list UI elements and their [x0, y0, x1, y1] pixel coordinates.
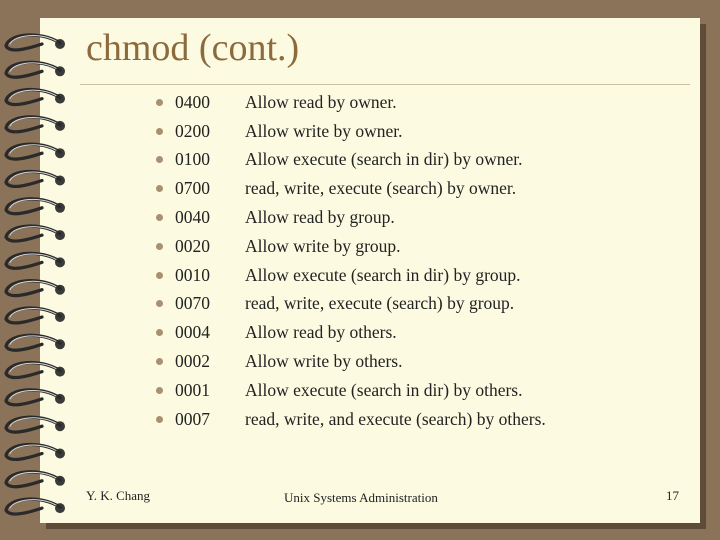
- bullet-icon: [156, 329, 163, 336]
- octal-code: 0007: [175, 408, 210, 429]
- footer-course-title: Unix Systems Administration: [284, 490, 438, 505]
- footer-author: Y. K. Chang: [86, 488, 151, 503]
- octal-code: 0200: [175, 120, 210, 141]
- octal-code: 0001: [175, 379, 210, 400]
- permission-description: Allow execute (search in dir) by group.: [245, 264, 521, 285]
- permission-description: Allow read by others.: [245, 322, 397, 343]
- permission-description: Allow write by group.: [245, 235, 401, 256]
- binding-ring: [6, 281, 65, 296]
- octal-code: 0700: [175, 178, 210, 199]
- permission-description: Allow write by others.: [245, 351, 403, 372]
- bullet-icon: [156, 387, 163, 394]
- list-item: [156, 117, 546, 146]
- binding-ring: [6, 499, 65, 514]
- bullet-icon: [156, 272, 163, 279]
- list-item: [156, 232, 546, 261]
- binding-ring: [6, 90, 65, 105]
- list-item: [156, 347, 546, 376]
- binding-ring: [6, 62, 65, 77]
- page-number: 17: [666, 488, 679, 503]
- permission-description: read, write, and execute (search) by others.: [245, 408, 546, 429]
- bullet-icon: [156, 99, 163, 106]
- title-divider: [80, 84, 690, 85]
- binding-ring: [6, 35, 65, 50]
- bullet-icon: [156, 243, 163, 250]
- bullet-icon: [156, 300, 163, 307]
- binding-ring: [6, 363, 65, 378]
- octal-code: 0020: [175, 235, 210, 256]
- permission-description: Allow execute (search in dir) by others.: [245, 379, 523, 400]
- binding-ring: [6, 226, 65, 241]
- octal-code: 0002: [175, 351, 210, 372]
- list-item: [156, 261, 546, 290]
- bullet-icon: [156, 358, 163, 365]
- permission-description: Allow read by owner.: [245, 91, 397, 112]
- list-item: [156, 88, 546, 117]
- binding-ring: [6, 417, 65, 432]
- octal-code: 0100: [175, 149, 210, 170]
- binding-ring: [6, 144, 65, 159]
- bullet-icon: [156, 214, 163, 221]
- permission-description: Allow execute (search in dir) by owner.: [245, 149, 523, 170]
- binding-ring: [6, 390, 65, 405]
- permission-list: [156, 88, 546, 434]
- permission-description: Allow write by owner.: [245, 120, 403, 141]
- bullet-icon: [156, 156, 163, 163]
- list-item: [156, 203, 546, 232]
- binding-ring: [6, 117, 65, 132]
- binding-ring: [6, 335, 65, 350]
- permission-description: Allow read by group.: [245, 207, 395, 228]
- octal-code: 0010: [175, 264, 210, 285]
- octal-code: 0004: [175, 322, 210, 343]
- binding-ring: [6, 308, 65, 323]
- bullet-icon: [156, 128, 163, 135]
- binding-ring: [6, 472, 65, 487]
- binding-ring: [6, 199, 65, 214]
- octal-code: 0400: [175, 91, 210, 112]
- list-item: [156, 146, 546, 175]
- binding-ring: [6, 253, 65, 268]
- permission-description: read, write, execute (search) by group.: [245, 293, 515, 314]
- binding-ring: [6, 444, 65, 459]
- slide-title: chmod (cont.): [86, 27, 300, 69]
- list-item: [156, 376, 546, 405]
- list-item: [156, 405, 546, 434]
- octal-code: 0040: [175, 207, 210, 228]
- bullet-icon: [156, 185, 163, 192]
- permission-description: read, write, execute (search) by owner.: [245, 178, 517, 199]
- list-item: [156, 318, 546, 347]
- binding-ring: [6, 171, 65, 186]
- list-item: [156, 174, 546, 203]
- octal-code: 0070: [175, 293, 210, 314]
- spiral-binding: [0, 0, 80, 540]
- list-item: [156, 290, 546, 319]
- bullet-icon: [156, 416, 163, 423]
